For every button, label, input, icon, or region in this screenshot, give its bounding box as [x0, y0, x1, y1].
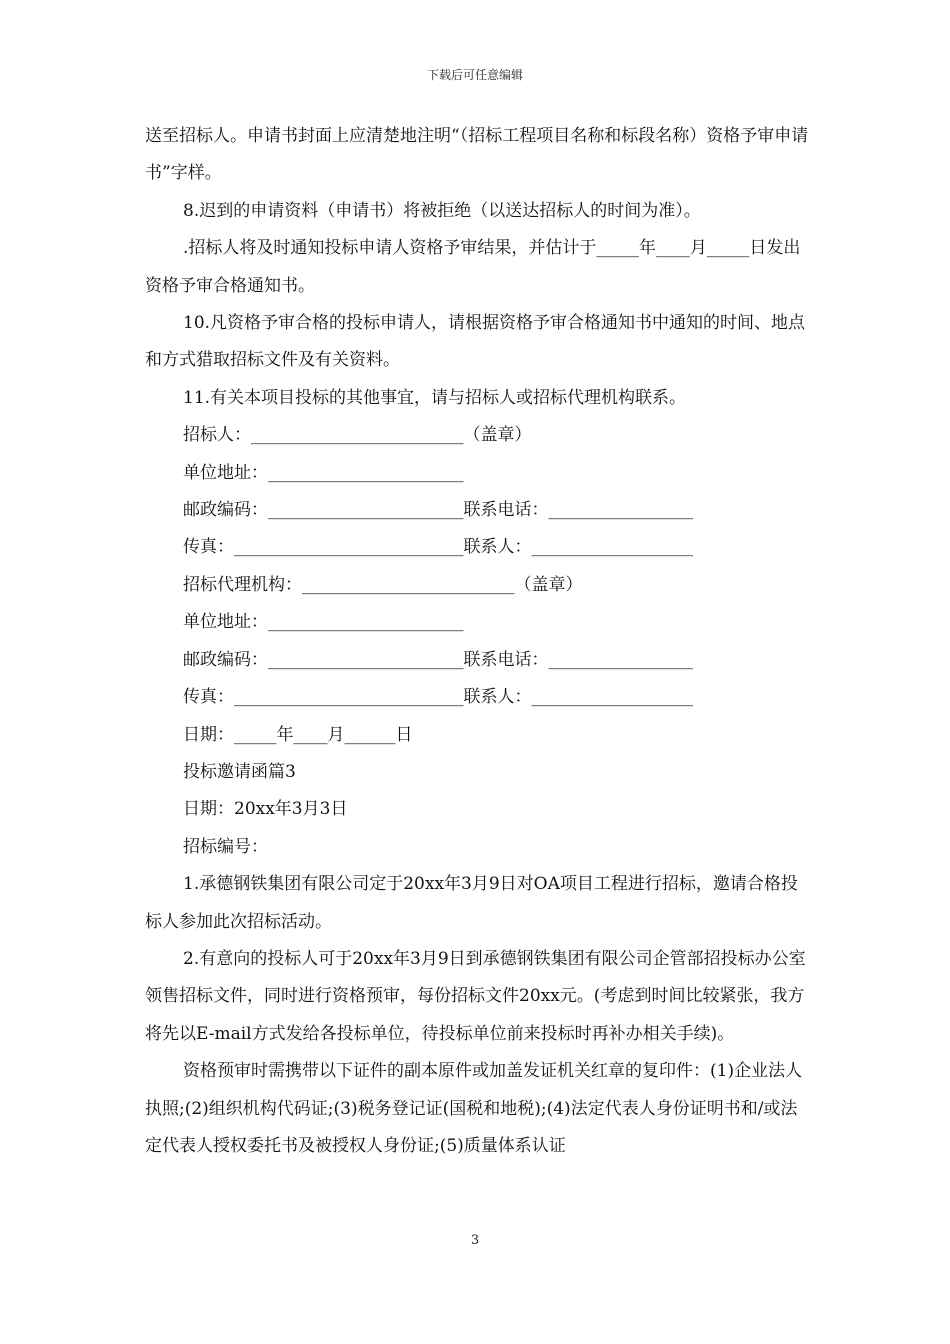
body-paragraph-2: 2.有意向的投标人可于20xx年3月9日到承德钢铁集团有限公司企管部招投标办公室领售招标文件，同时进行资格预审，每份招标文件20xx元。(考虑到时间比较紧张，我方将先以E-mail方式发给各投标单位，待投标单位前来投标时再补办相关手续)。 — [145, 948, 806, 1044]
agency-line: 招标代理机构：_________________________（盖章） — [183, 574, 583, 595]
agency-postcode-phone-line: 邮政编码：_______________________联系电话：_________________ — [183, 649, 693, 670]
date-line: 日期：_____年____月______日 — [183, 724, 413, 745]
section-date: 日期：20xx年3月3日 — [183, 799, 348, 820]
paragraph-4: 10.凡资格予审合格的投标申请人，请根据资格予审合格通知书中通知的时间、地点和方式猎取招标文件及有关资料。 — [145, 313, 806, 371]
tender-number-label: 招标编号： — [183, 836, 268, 857]
document-body — [145, 118, 810, 1165]
tenderer-address-line: 单位地址：_______________________ — [183, 462, 464, 483]
paragraph-3: .招标人将及时通知投标申请人资格予审结果，并估计于_____年____月_____日发出资格予审合格通知书。 — [145, 238, 801, 296]
agency-fax-contact-line: 传真：___________________________联系人：___________________ — [183, 687, 693, 708]
page-header: 下载后可任意编辑 — [426, 68, 523, 82]
body-paragraph-3: 资格预审时需携带以下证件的副本原件或加盖发证机关红章的复印件：(1)企业法人执照;(2)组织机构代码证;(3)税务登记证(国税和地税);(4)法定代表人身份证明书和/或法定代表人授权委托书及被授权人身份证;(5)质量体系认证 — [145, 1061, 803, 1156]
tenderer-fax-contact-line: 传真：___________________________联系人：___________________ — [183, 537, 693, 558]
section-title: 投标邀请函篇3 — [183, 761, 296, 782]
body-paragraph-1: 1.承德钢铁集团有限公司定于20xx年3月9日对OA项目工程进行招标，邀请合格投标人参加此次招标活动。 — [145, 874, 798, 932]
tenderer-line: 招标人：_________________________（盖章） — [183, 425, 532, 446]
agency-address-line: 单位地址：_______________________ — [183, 612, 464, 633]
paragraph-2: 8.迟到的申请资料（申请书）将被拒绝（以送达招标人的时间为准）。 — [183, 200, 701, 221]
tenderer-postcode-phone-line: 邮政编码：_______________________联系电话：_________________ — [183, 500, 693, 521]
paragraph-1: 送至招标人。申请书封面上应清楚地注明“（招标工程项目名称和标段名称）资格予审申请书”字样。 — [145, 126, 809, 184]
paragraph-5: 11.有关本项目投标的其他事宜，请与招标人或招标代理机构联系。 — [183, 387, 687, 408]
page-number: 3 — [470, 1233, 480, 1248]
